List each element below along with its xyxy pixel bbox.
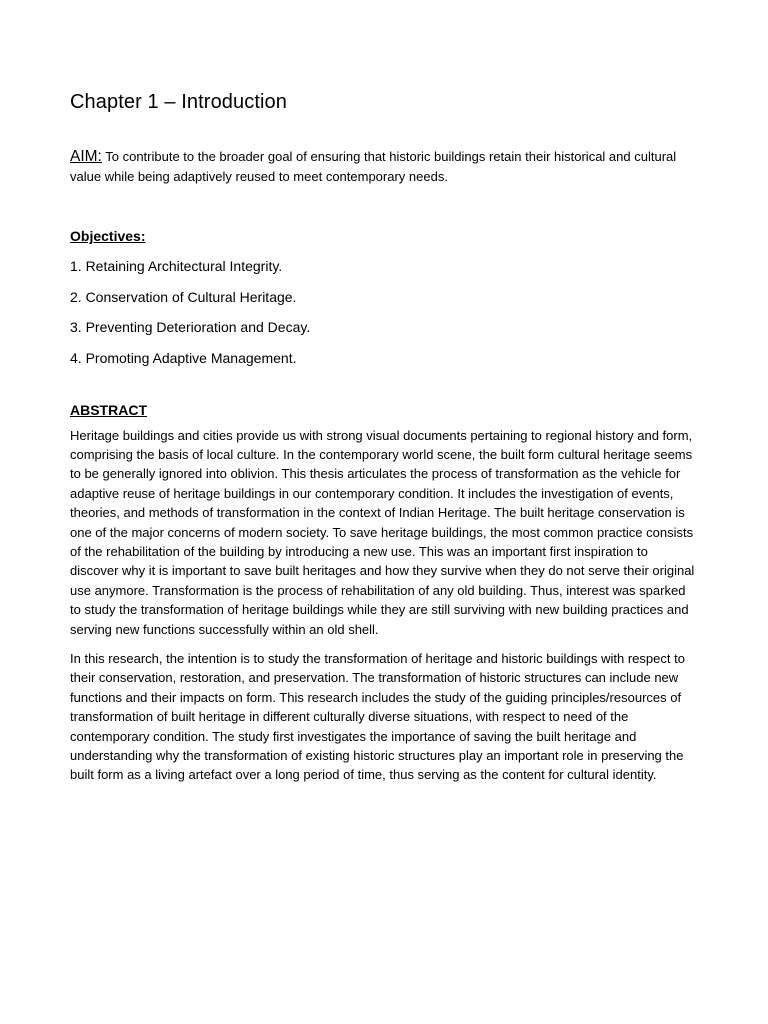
page-content [70, 88, 696, 795]
objective-item: 2. Conservation of Cultural Heritage. [70, 288, 297, 305]
objectives-list [70, 256, 696, 368]
objectives-heading: Objectives: [70, 228, 146, 244]
aim-text: To contribute to the broader goal of ensuring that historic buildings retain their historical and cultural value while being adaptively reused to meet contemporary needs. [70, 149, 677, 184]
abstract-heading: ABSTRACT [70, 401, 147, 418]
aim-label: AIM: [70, 148, 102, 165]
aim-statement [70, 147, 696, 186]
abstract-paragraph: In this research, the intention is to study the transformation of heritage and historic buildings with respect to their conservation, restoration, and preservation. The transformation of historic structures can include new functions and their impacts on form. This research includes the study of the guiding principles/resources of transformation of built heritage in different culturally diverse situations, with respect to need of the contemporary condition. The study first investigates the importance of saving the built heritage and understanding why the transformation of existing historic structures play an important role in preserving the built form as a living artefact over a long period of time, thus serving as the content for cultural identity. [70, 650, 685, 783]
objective-item: 4. Promoting Adaptive Management. [70, 349, 297, 366]
objective-item: 3. Preventing Deterioration and Decay. [70, 319, 311, 335]
abstract-paragraph: Heritage buildings and cities provide us with strong visual documents pertaining to regional history and form, comprising the basis of local culture. In the contemporary world scene, the built form cultural heritage seems to be generally ignored into oblivion. This thesis articulates the process of transformation as the vehicle for adaptive reuse of heritage buildings in our contemporary condition. It includes the investigation of events, theories, and methods of transformation in the context of Indian Heritage. The built heritage conservation is one of the major concerns of modern society. To save heritage buildings, the most common practice consists of the rehabilitation of the building by introducing a new use. This was an important first inspiration to discover why it is important to save built heritages and how they survive when they do not serve their original use anymore. Transformation is the process of rehabilitation of any old building. Thus, interest was sparked to study the transformation of heritage buildings while they are still surviving with new building practices and serving new functions successfully within an old shell. [70, 427, 695, 637]
chapter-title: Chapter 1 – Introduction [70, 91, 287, 113]
objective-item: 1. Retaining Architectural Integrity. [70, 258, 283, 274]
